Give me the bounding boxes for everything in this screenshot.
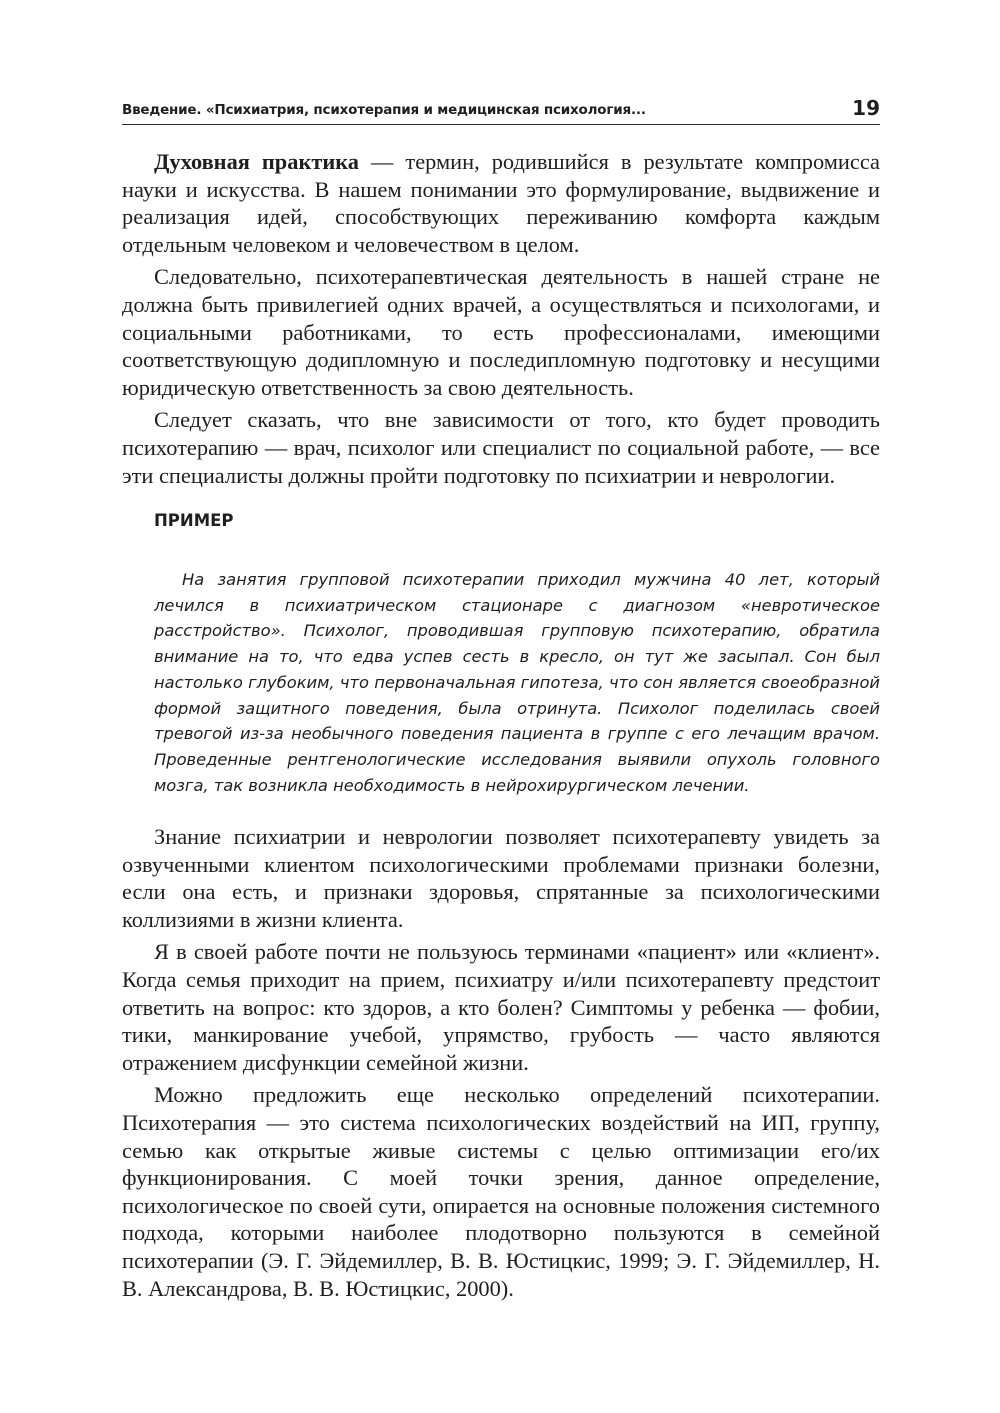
page-number: 19 bbox=[852, 96, 880, 120]
example-text: На занятия групповой психотерапии приходил мужчина 40 лет, который лечился в психиатрическом стационаре с диагнозом «невротическое расстройство». Психолог, проводившая групповую психотерапию, обратила внимание на то, что едва успев сесть в кресло, он тут же засыпал. Сон был настолько глубоким, что первоначальная гипотеза, что сон является своеобразной формой защитного поведения, была отринута. Психолог поделилась своей тревогой из-за необычного поведения пациента в группе с его лечащим врачом. Проведенные рентгенологические исследования выявили опухоль головного мозга, так возникла необходимость в нейрохирургическом лечении. bbox=[154, 570, 880, 795]
term-spiritual-practice: Духовная практика bbox=[154, 149, 359, 174]
body-section-top bbox=[122, 148, 880, 494]
paragraph-patient-client-terms: Я в своей работе почти не пользуюсь терминами «пациент» или «клиент». Когда семья приходит на прием, психиатру и/или психотерапевту предстоит ответить на вопрос: кто здоров, а кто болен? Симптомы у ребенка — фобии, тики, манкирование учебой, упрямство, грубость — часто являются отражением дисфункции семейной жизни. bbox=[122, 939, 880, 1075]
paragraph-spiritual-practice bbox=[122, 148, 880, 258]
example-heading: ПРИМЕР bbox=[154, 511, 234, 530]
paragraph-text: — термин, родившийся в результате компромисса науки и искусства. В нашем понимании это формулирование, выдвижение и реализация идей, способствующих переживанию комфорта каждым отдельным человеком и человечеством в целом. bbox=[122, 149, 880, 257]
paragraph-knowledge-psychiatry: Знание психиатрии и неврологии позволяет психотерапевту увидеть за озвученными клиентом психологическими проблемами признаки болезни, если она есть, и признаки здоровья, спрятанные за психологическими коллизиями в жизни клиента. bbox=[122, 824, 880, 932]
paragraph-psychotherapy-definitions: Можно предложить еще несколько определений психотерапии. Психотерапия — это система психологических воздействий на ИП, группу, семью как открытые живые системы с целью оптимизации его/их функционирования. С моей точки зрения, данное определение, психологическое по своей сути, опирается на основные положения системного подхода, которыми наиболее плодотворно пользуются в семейной психотерапии (Э. Г. Эйдемиллер, В. В. Юстицкис, 1999; Э. Г. Эйдемиллер, Н. В. Александрова, В. В. Юстицкис, 2000). bbox=[122, 1082, 880, 1301]
running-header bbox=[122, 96, 880, 125]
paragraph-specialists-training: Следует сказать, что вне зависимости от того, кто будет проводить психотерапию — врач, психолог или специалист по социальной работе, — все эти специалисты должны пройти подготовку по психиатрии и неврологии. bbox=[122, 407, 880, 488]
paragraph-psychotherapy-activity: Следовательно, психотерапевтическая деятельность в нашей стране не должна быть привилегией одних врачей, а осуществляться и психологами, и социальными работниками, то есть профессионалами, имеющими соответствующую додипломную и последипломную подготовку и несущими юридическую ответственность за свою деятельность. bbox=[122, 264, 880, 400]
body-section-bottom bbox=[122, 823, 880, 1307]
running-header-title: Введение. «Психиатрия, психотерапия и медицинская психология... bbox=[122, 102, 646, 118]
